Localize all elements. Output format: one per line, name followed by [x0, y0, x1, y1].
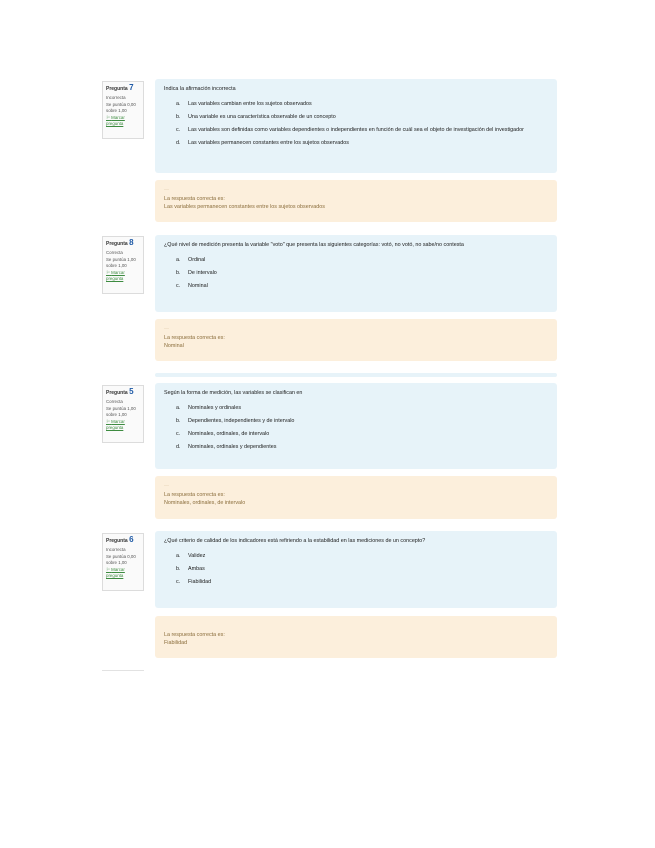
- flag-icon: ⚐: [106, 115, 110, 121]
- section-divider: [102, 670, 144, 671]
- flag-icon: ⚐: [106, 270, 110, 276]
- question-state: Correcta: [106, 249, 123, 255]
- flag-question-link[interactable]: ⚐ Marcar pregunta: [106, 270, 125, 281]
- question-state: Correcta: [106, 398, 123, 404]
- question-state: Incorrecta: [106, 94, 126, 100]
- feedback-answer: Fiabilidad: [164, 640, 188, 646]
- question-text: Indica la afirmación incorrecta: [164, 86, 236, 92]
- answer-option[interactable]: d. Las variables permanecen constantes entre los sujetos observados: [176, 140, 349, 146]
- answer-option[interactable]: c. Nominales, ordinales, de intervalo: [176, 431, 270, 437]
- answer-option[interactable]: c. Nominal: [176, 283, 208, 289]
- question-number: Pregunta 5: [106, 387, 134, 396]
- answer-option[interactable]: b. Ambas: [176, 566, 205, 572]
- feedback-label: La respuesta correcta es:: [164, 632, 225, 638]
- feedback-mark-icon: ⁓: [164, 483, 169, 489]
- feedback-label: La respuesta correcta es:: [164, 335, 225, 341]
- answer-option[interactable]: a. Validez: [176, 553, 206, 559]
- question-feedback: [155, 476, 557, 519]
- flag-question-link[interactable]: ⚐ Marcar pregunta: [106, 115, 125, 126]
- answer-option[interactable]: b. De intervalo: [176, 270, 217, 276]
- answer-option[interactable]: d. Nominales, ordinales y dependientes: [176, 444, 277, 450]
- question-grade: Se puntúa 0,00 sobre 1,00: [106, 102, 136, 113]
- feedback-mark-icon: [164, 622, 548, 631]
- question-text: ¿Qué criterio de calidad de los indicadores está refiriendo a la estabilidad en las mediciones de un concepto?: [164, 538, 426, 544]
- question-number: Pregunta 7: [106, 83, 134, 92]
- feedback-answer: Nominal: [164, 343, 184, 349]
- question-info: [102, 533, 144, 591]
- answer-option[interactable]: c. Fiabilidad: [176, 579, 212, 585]
- feedback-mark-icon: ⁓: [164, 187, 169, 193]
- feedback-label: La respuesta correcta es:: [164, 492, 225, 498]
- question-formulation: [155, 531, 557, 608]
- flag-icon: ⚐: [106, 567, 110, 573]
- feedback-mark-icon: ⁓: [164, 326, 169, 332]
- question-info: [102, 81, 144, 139]
- answer-options: [164, 405, 548, 451]
- question-feedback: [155, 319, 557, 361]
- feedback-label: La respuesta correcta es:: [164, 196, 225, 202]
- feedback-answer: Las variables permanecen constantes entre los sujetos observados: [164, 204, 325, 210]
- question-grade: Se puntúa 1,00 sobre 1,00: [106, 406, 136, 417]
- answer-option[interactable]: a. Nominales y ordinales: [176, 405, 242, 411]
- question-info: [102, 236, 144, 294]
- question-formulation: [155, 235, 557, 312]
- question-state: Incorrecta: [106, 546, 126, 552]
- flag-icon: ⚐: [106, 419, 110, 425]
- answer-options: [164, 553, 548, 586]
- question-separator-strip: [155, 373, 557, 377]
- answer-option[interactable]: a. Las variables cambian entre los sujetos observados: [176, 101, 312, 107]
- answer-options: [164, 101, 548, 147]
- answer-option[interactable]: b. Dependientes, independientes y de intervalo: [176, 418, 295, 424]
- question-feedback: [155, 616, 557, 658]
- flag-question-link[interactable]: ⚐ Marcar pregunta: [106, 419, 125, 430]
- question-text: ¿Qué nivel de medición presenta la variable "voto" que presenta las siguientes categorías: votó, no votó, no sabe/no contesta: [164, 242, 464, 248]
- answer-option[interactable]: a. Ordinal: [176, 257, 206, 263]
- question-text: Según la forma de medición, las variables se clasifican en: [164, 390, 303, 396]
- answer-option[interactable]: b. Una variable es una característica observable de un concepto: [176, 114, 336, 120]
- answer-option[interactable]: c. Las variables son definidas como variables dependientes o independientes en función de cuál sea el objeto de investigación del investigador: [176, 127, 524, 133]
- question-formulation: [155, 383, 557, 469]
- question-number: Pregunta 8: [106, 238, 134, 247]
- question-grade: Se puntúa 1,00 sobre 1,00: [106, 257, 136, 268]
- answer-options: [164, 257, 548, 290]
- question-info: [102, 385, 144, 443]
- question-feedback: [155, 180, 557, 222]
- flag-question-link[interactable]: ⚐ Marcar pregunta: [106, 567, 125, 578]
- question-number: Pregunta 6: [106, 535, 134, 544]
- question-grade: Se puntúa 0,00 sobre 1,00: [106, 554, 136, 565]
- feedback-answer: Nominales, ordinales, de intervalo: [164, 500, 246, 506]
- question-formulation: [155, 79, 557, 173]
